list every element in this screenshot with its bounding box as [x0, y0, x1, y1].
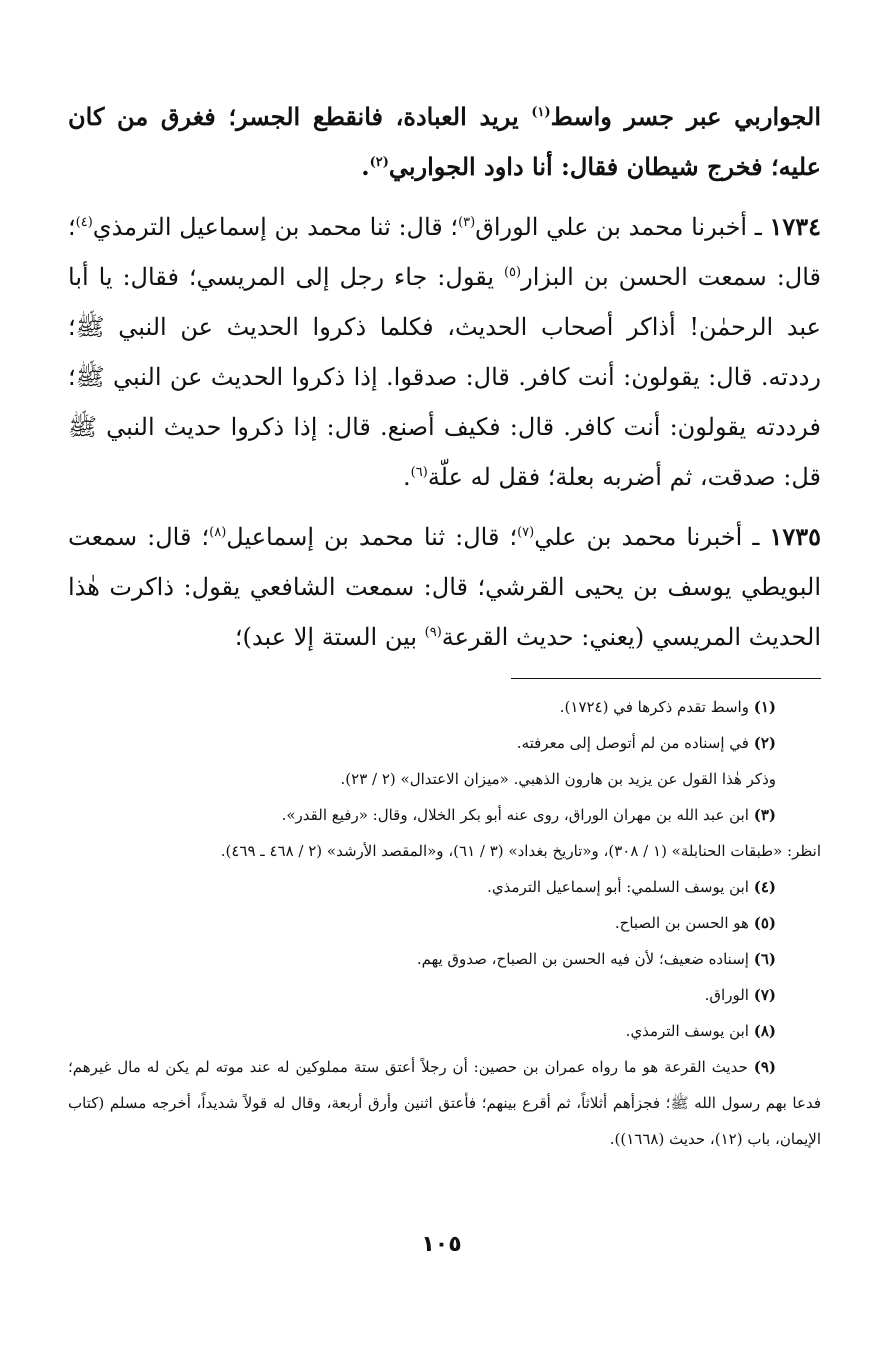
- footnote-4: [68, 869, 821, 905]
- footnote-text: وذكر هٰذا القول عن يزيد بن هارون الذهبي. «ميزان الاعتدال» (٢ / ٢٣).: [340, 770, 776, 788]
- footnote-ref: (٢): [369, 155, 389, 170]
- footnote-ref: (١): [531, 105, 551, 120]
- text-segment: الجواربي عبر جسر واسط: [550, 102, 821, 131]
- footnote-text: الوراق.: [704, 986, 754, 1004]
- footnotes-section: [68, 689, 821, 1157]
- paragraph-hadith-1734: [68, 202, 821, 502]
- footnote-6: [68, 941, 821, 977]
- footnote-number: (١): [753, 698, 776, 716]
- footnote-text: إسناده ضعيف؛ لأن فيه الحسن بن الصباح، صدوق يهم.: [416, 950, 754, 968]
- footnote-ref: (٤): [75, 215, 93, 230]
- footnote-ref: (٣): [458, 215, 476, 230]
- footnote-number: (٧): [753, 986, 776, 1004]
- text-segment: ؛ قال: سمعت البويطي يوسف بن يحيى القرشي؛ قال: سمعت الشافعي يقول: ذاكرت هٰذا الحديث المريسي (يعني: حديث القرعة: [68, 523, 821, 651]
- footnote-number: (٦): [753, 950, 776, 968]
- page-number: ١٠٥: [421, 1232, 462, 1257]
- footnote-8: [68, 1013, 821, 1049]
- footnote-number: (٨): [753, 1022, 776, 1040]
- footnote-divider: [511, 678, 821, 679]
- footnote-7: [68, 977, 821, 1013]
- text-segment: يقول: جاء رجل إلى المريسي؛ فقال: يا أبا عبد الرحمٰن! أذاكر أصحاب الحديث، فكلما ذكروا الحديث عن النبي ﷺ؛ رددته. قال: يقولون: أنت كافر. قال: صدقوا. إذا ذكروا الحديث عن النبي ﷺ؛ فرددته يقولون: أنت كافر. قال: فكيف أصنع. قال: إذا ذكروا حديث النبي ﷺ قل: صدقت، ثم أضربه بعلة؛ فقل له علّة: [68, 263, 821, 491]
- footnote-number: (٢): [753, 734, 776, 752]
- footnote-3: [68, 797, 821, 833]
- text-segment: ؛ قال: ثنا محمد بن إسماعيل الترمذي: [92, 213, 459, 241]
- footnote-number: (٤): [753, 878, 776, 896]
- text-segment: ؛ قال: سمعت الحسن بن البزار: [68, 213, 822, 291]
- text-segment: يريد العبادة، فانقطع الجسر؛ فغرق من كان عليه؛ فخرج شيطان فقال: أنا داود الجواربي: [68, 102, 821, 181]
- book-page: [68, 92, 821, 1349]
- footnote-number: (٩): [753, 1058, 776, 1076]
- footnote-text: حديث القرعة هو ما رواه عمران بن حصين: أن رجلاً أعتق ستة مملوكين له عند موته لم يكن له مال غيرهم؛ فدعا بهم رسول الله ﷺ؛ فجزأهم أثلاثاً، ثم أقرع بينهم؛ فأعتق اثنين وأرق أربعة، وقال له قولاً شديداً، أخرجه مسلم (كتاب الإيمان، باب (١٢)، حديث (١٦٦٨)).: [68, 1058, 821, 1148]
- footnote-text: انظر: «طبقات الحنابلة» (١ / ٣٠٨)، و«تاريخ بغداد» (٣ / ٦١)، و«المقصد الأرشد» (٢ / ٤٦٨ ـ ٤٦٩).: [220, 842, 821, 860]
- footnote-3-continued: [68, 833, 821, 869]
- footnote-text: ابن عبد الله بن مهران الوراق، روى عنه أبو بكر الخلال، وقال: «رفيع القدر».: [281, 806, 754, 824]
- footnote-text: ابن يوسف الترمذي.: [625, 1022, 754, 1040]
- footnote-ref: (٩): [424, 625, 442, 640]
- footnote-ref: (٨): [209, 525, 227, 540]
- footnote-ref: (٥): [503, 265, 522, 280]
- footnote-5: [68, 905, 821, 941]
- text-segment: .: [403, 463, 411, 491]
- footnote-ref: (٦): [410, 465, 428, 480]
- text-segment: بين الستة إلا عبد)؛: [234, 623, 425, 651]
- text-segment: ـ أخبرنا محمد بن علي: [534, 523, 770, 551]
- text-segment: .: [361, 152, 370, 181]
- hadith-number: ١٧٣٤: [769, 212, 821, 241]
- footnote-ref: (٧): [517, 525, 535, 540]
- text-segment: ـ أخبرنا محمد بن علي الوراق: [475, 213, 770, 241]
- footnote-text: ابن يوسف السلمي: أبو إسماعيل الترمذي.: [487, 878, 754, 896]
- footnote-2-continued: [68, 761, 821, 797]
- footnote-number: (٥): [753, 914, 776, 932]
- footnote-text: هو الحسن بن الصباح.: [614, 914, 754, 932]
- paragraph-continuation: [68, 92, 821, 192]
- footnote-text: في إسناده من لم أتوصل إلى معرفته.: [516, 734, 754, 752]
- paragraph-hadith-1735: [68, 512, 821, 662]
- footnote-2: [68, 725, 821, 761]
- footnote-number: (٣): [753, 806, 776, 824]
- footnote-9: [68, 1049, 821, 1157]
- hadith-number: ١٧٣٥: [769, 522, 822, 551]
- footnote-1: [68, 689, 821, 725]
- text-segment: ؛ قال: ثنا محمد بن إسماعيل: [226, 523, 518, 551]
- footnote-text: واسط تقدم ذكرها في (١٧٢٤).: [559, 698, 754, 716]
